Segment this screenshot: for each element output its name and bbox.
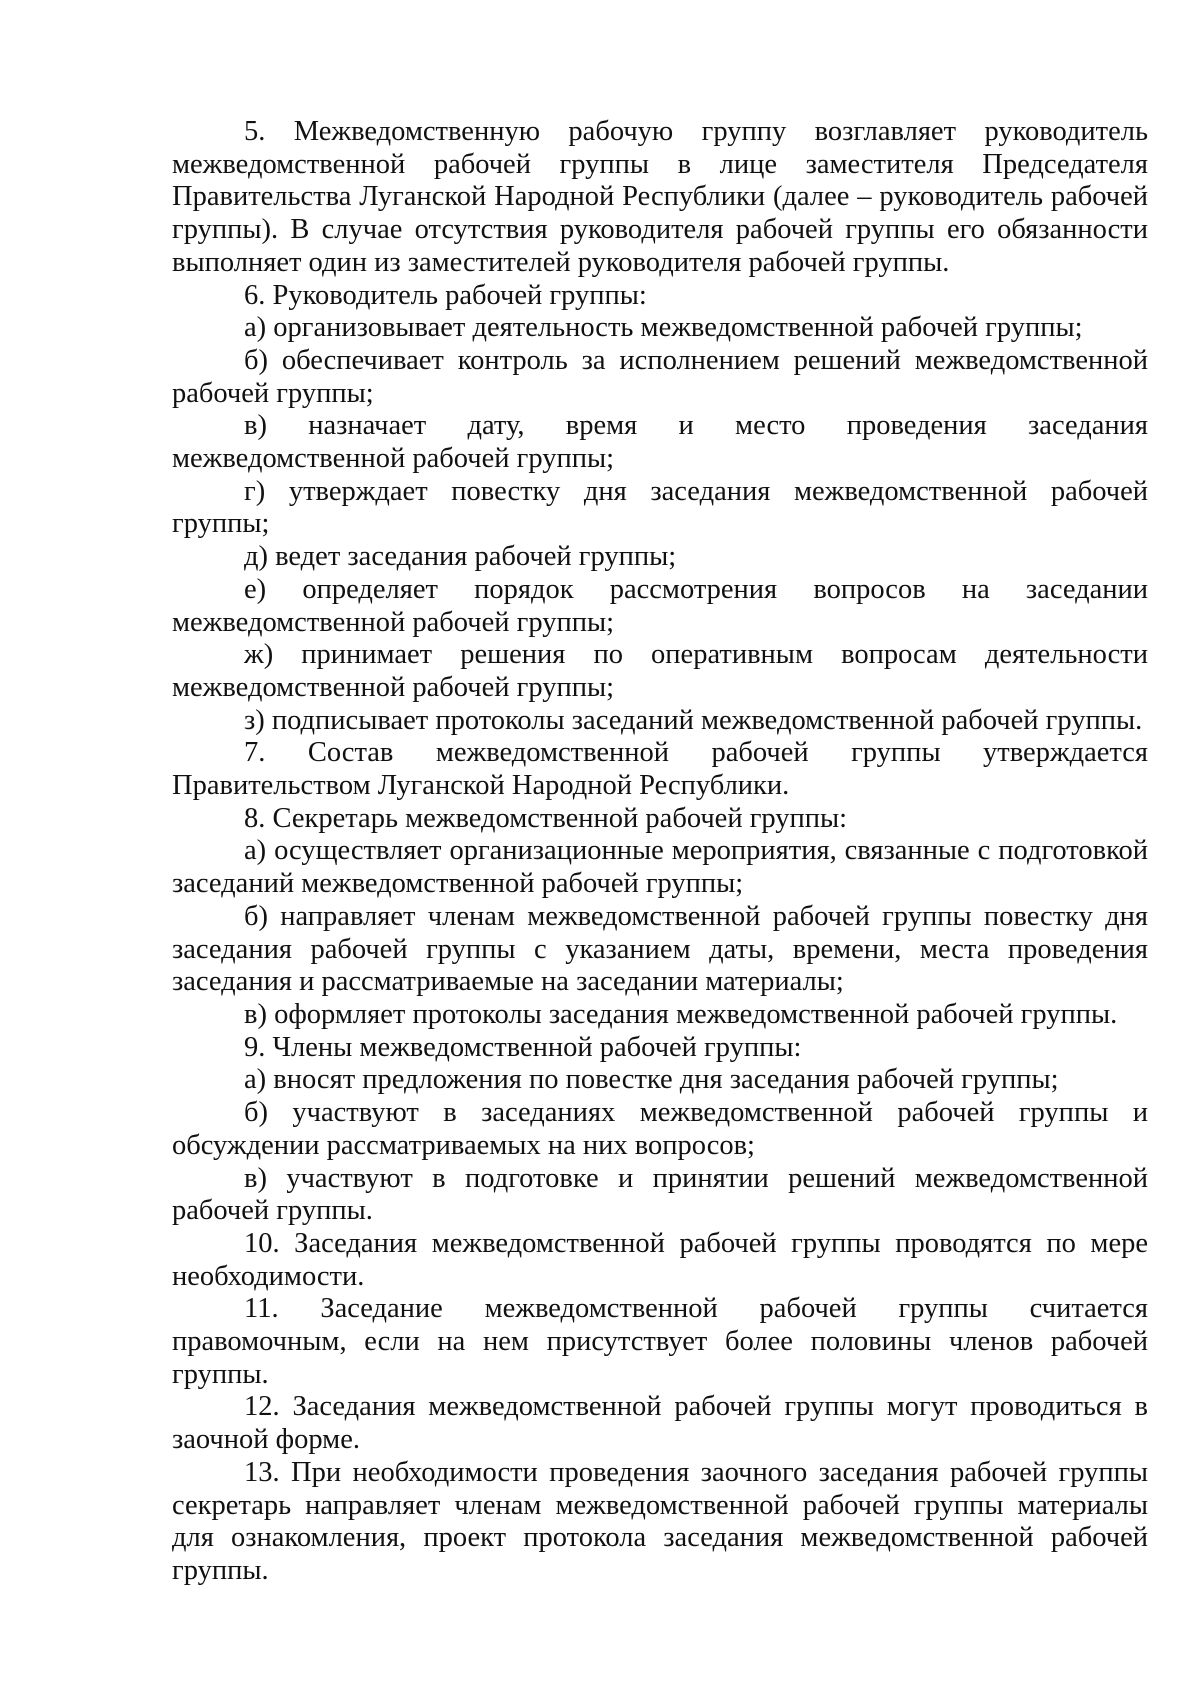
paragraph-6z: з) подписывает протоколы заседаний межведомственной рабочей группы. <box>244 704 1143 736</box>
paragraph-8b: б) направляет членам межведомственной рабочей группы повестку дня заседания рабочей группы с указанием даты, времени, места проведения заседания и рассматриваемые на заседании материалы; <box>172 900 1148 998</box>
paragraph-6g: г) утверждает повестку дня заседания межведомственной рабочей группы; <box>172 475 1148 540</box>
paragraph-9v: в) участвуют в подготовке и принятии решений межведомственной рабочей группы. <box>172 1162 1148 1227</box>
paragraph-6v: в) назначает дату, время и место проведения заседания межведомственной рабочей группы; <box>172 410 1148 475</box>
paragraph-11: 11. Заседание межведомственной рабочей группы считается правомочным, если на нем присутствует более половины членов рабочей группы. <box>172 1293 1148 1390</box>
paragraph-6e: е) определяет порядок рассмотрения вопросов на заседании межведомственной рабочей группы; <box>172 573 1148 638</box>
paragraph-6a: а) организовывает деятельность межведомственной рабочей группы; <box>244 312 1083 344</box>
paragraph-6zh: ж) принимает решения по оперативным вопросам деятельности межведомственной рабочей группы; <box>172 639 1148 703</box>
paragraph-6b: б) обеспечивает контроль за исполнением решений межведомственной рабочей группы; <box>172 344 1148 409</box>
paragraph-9a: а) вносят предложения по повестке дня заседания рабочей группы; <box>244 1064 1059 1096</box>
paragraph-10: 10. Заседания межведомственной рабочей группы проводятся по мере необходимости. <box>172 1227 1148 1292</box>
paragraph-8a: а) осуществляет организационные мероприятия, связанные с подготовкой заседаний межведомственной рабочей группы; <box>172 835 1148 900</box>
paragraph-13: 13. При необходимости проведения заочного заседания рабочей группы секретарь направляет членам межведомственной рабочей группы материалы для ознакомления, проект протокола заседания межведомственной рабочей группы. <box>172 1456 1148 1586</box>
paragraph-8: 8. Секретарь межведомственной рабочей группы: <box>244 802 848 834</box>
paragraph-5: 5. Межведомственную рабочую группу возглавляет руководитель межведомственной рабочей группы в лице заместителя Председателя Правительства Луганской Народной Республики (далее – руководитель рабочей группы). В случае отсутствия руководителя рабочей группы его обязанности выполняет один из заместителей руководителя рабочей группы. <box>172 116 1148 278</box>
paragraph-12: 12. Заседания межведомственной рабочей группы могут проводиться в заочной форме. <box>172 1391 1148 1456</box>
paragraph-6: 6. Руководитель рабочей группы: <box>244 279 647 311</box>
paragraph-6d: д) ведет заседания рабочей группы; <box>244 541 677 573</box>
paragraph-8v: в) оформляет протоколы заседания межведомственной рабочей группы. <box>244 998 1118 1030</box>
paragraph-9: 9. Члены межведомственной рабочей группы: <box>244 1031 802 1063</box>
paragraph-7: 7. Состав межведомственной рабочей группы утверждается Правительством Луганской Народной Республики. <box>172 737 1148 802</box>
paragraph-9b: б) участвуют в заседаниях межведомственной рабочей группы и обсуждении рассматриваемых на них вопросов; <box>172 1097 1148 1161</box>
document-body <box>172 116 1148 1588</box>
